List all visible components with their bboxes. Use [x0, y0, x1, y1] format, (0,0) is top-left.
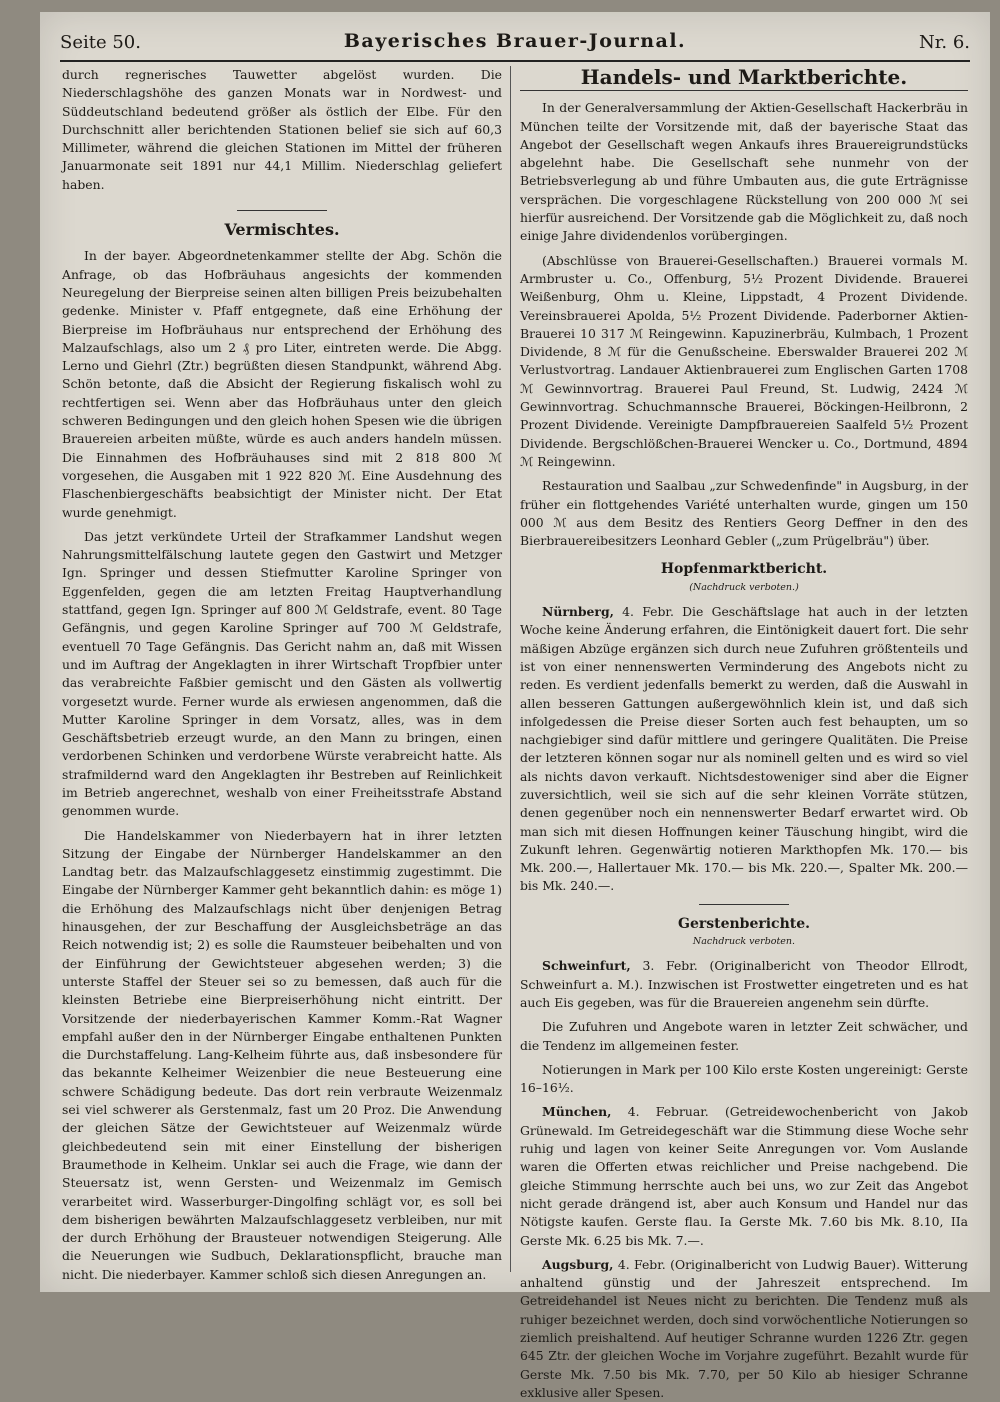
barley-report-paragraph	[520, 1256, 968, 1402]
section-title-handelsberichte: Handels- und Marktberichte.	[520, 68, 968, 91]
section-separator	[699, 904, 789, 905]
article-paragraph: Restauration und Saalbau „zur Schwedenfinde" in Augsburg, in der früher ein flottgehendes Variété unterhalten wurde, gingen um 150 000 ℳ aus dem Besitz des Rentiers Georg Deffner in den des Bierbrauereibesitzers Leonhard Gebler („zum Prügelbräu") über.	[520, 478, 968, 549]
article-paragraph: Das jetzt verkündete Urteil der Strafkammer Landshut wegen Nahrungsmittelfälschung lautete gegen den Gastwirt und Metzger Ign. Springer und dessen Stiefmutter Karoline Springer von Eggenfelden, gegen die am letzten Freitag Hauptverhandlung stattfand, gegen Ign. Springer auf 800 ℳ Geldstrafe, event. 80 Tage Gefängnis, und gegen Karoline Springer auf 700 ℳ Geldstrafe, eventuell 70 Tage Gefängnis. Das Gericht nahm an, daß mit Wissen und im Auftrag der Angeklagten in ihrer Wirtschaft Tropfbier unter das verabreichte Faßbier gemischt und den Gästen als vollwertig vorgesetzt wurde. Ferner wurde als erwiesen angenommen, daß die Mutter Karoline Springer in dem Vorsatz, alles, was in dem Geschäftsbetrieb erzeugt wurde, an den Mann zu bringen, einen verdorbenen Schinken und verdorbene Würste verabreicht hatte. Als strafmildernd ward den Angeklagten ihr Bestreben auf Reinlichkeit im Betrieb angerechnet, weshalb von einer Freiheitsstrafe Abstand genommen wurde.	[62, 528, 502, 819]
reprint-notice: (Nachdruck verboten.)	[689, 581, 799, 593]
report-text: 4. Febr. (Originalbericht von Ludwig Bauer). Witterung anhaltend günstig und der Jahreszeit entsprechend. Im Getreidehandel ist Neues nicht zu berichten. Die Tendenz muß als ruhiger bezeichnet werden, doch sind vorwöchentliche Notierungen so ziemlich preishaltend. Auf heutiger Schranne wurden 1226 Ztr. gegen 645 Ztr. der gleichen Woche im Vorjahre zugeführt. Bezahlt wurde für Gerste Mk. 7.50 bis Mk. 7.70, per 50 Kilo ab hiesiger Schranne exklusive aller Spesen.	[520, 1256, 968, 1400]
dateline-place: München,	[542, 1104, 612, 1120]
barley-report-paragraph	[520, 1103, 968, 1249]
section-title-vermischtes: Vermischtes.	[224, 220, 340, 240]
column-divider	[510, 66, 511, 1272]
report-text: 4. Febr. Die Geschäftslage hat auch in der letzten Woche keine Änderung erfahren, die Eintönigkeit dauert fort. Die sehr mäßigen Abzüge ergänzen sich durch neue Zufuhren größtenteils und ist von einer nennenswerten Verminderung des Angebots nicht zu reden. Es verdient jedenfalls bemerkt zu werden, daß die Auswahl in allen besseren Gattungen außergewöhnlich klein ist, und daß sich infolgedessen die Preise dieser Sorten auch fest behaupten, um so nachgiebiger sind dafür mittlere und geringere Qualitäten. Die Preise der letzteren können sogar nur als nominell gelten und es wird so viel als nichts davon verkauft. Nichtsdestoweniger sind aber die Eigner zuversichtlich, weil sie sich auf die sehr kleinen Vorräte stützen, denen gegenüber noch ein nennenswerter Bedarf erwartet wird. Ob man sich mit diesen Hoffnungen keiner Täuschung hingibt, wird die Zukunft lehren. Gegenwärtig notieren Markthopfen Mk. 170.— bis Mk. 200.—, Hallertauer Mk. 170.— bis Mk. 220.—, Spalter Mk. 200.— bis Mk. 240.—.	[520, 604, 968, 894]
header-rule	[60, 60, 970, 62]
barley-report-paragraph: Die Zufuhren und Angebote waren in letzter Zeit schwächer, und die Tendenz im allgemeinen fester.	[520, 1019, 968, 1053]
article-paragraph: Die Handelskammer von Niederbayern hat in ihrer letzten Sitzung der Eingabe der Nürnberger Handelskammer an den Landtag betr. das Malzaufschlaggesetz einstimmig zugestimmt. Die Eingabe der Nürnberger Kammer geht bekanntlich dahin: es möge 1) die Erhöhung des Malzaufschlags nicht über denjenigen Betrag hinausgehen, der zur Beschaffung der Ausgleichsbeträge an das Reich notwendig ist; 2) es solle die Raumsteuer beibehalten und von der Einführung der Gewichtsteuer abgesehen werden; 3) die unterste Staffel der Steuer sei so zu bemessen, daß auch für die kleinsten Betriebe eine Bierpreiserhöhung nicht eintritt. Der Vorsitzende der niederbayerischen Kammer Komm.-Rat Wagner empfahl außer den in der Nürnberger Eingabe enthaltenen Punkten die Durchstaffelung. Lang-Kelheim führte aus, daß insbesondere für das bekannte Kelheimer Weizenbier die neue Besteuerung eine schwere Schädigung bedeute. Das dort rein verbraute Weizenmalz sei viel schwerer als Gerstenmalz, fast um 20 Proz. Die Anwendung der gleichen Sätze der Gewichtsteuer auf Weizenmalz würde gleichbedeutend sein mit einer Einstellung der bisherigen Braumethode in Kelheim. Unklar sei auch die Frage, wie dann der Steuersatz ist, wenn Gersten- und Weizenmalz im Gemisch verarbeitet wird. Wasserburger-Dingolfing schlägt vor, es soll bei dem bisherigen bewährten Malzaufschlaggesetz verbleiben, nur mit der durch Erhöhung der Brausteuer notwendigen Steigerung. Alle die Neuerungen wie Sudbuch, Deklarationspflicht, brauche man nicht. Die niederbayer. Kammer schloß sich diesen Anregungen an.	[62, 827, 502, 1282]
journal-title: Bayerisches Brauer-Journal.	[343, 30, 687, 52]
hop-report-title: Hopfenmarktbericht.	[660, 561, 828, 578]
article-paragraph: In der bayer. Abgeordnetenkammer stellte der Abg. Schön die Anfrage, ob das Hofbräuhaus angesichts der kommenden Neuregelung der Bierpreise seinen alten billigen Preis beizubehalten gedenke. Minister v. Pfaff entgegnete, daß eine Erhöhung der Bierpreise im Hofbräuhaus nur entsprechend der Erhöhung des Malzaufschlags, also um 2 ₰ pro Liter, eintreten werde. Die Abgg. Lerno und Giehrl (Ztr.) begrüßten diesen Standpunkt, während Abg. Schön betonte, daß die Absicht der Regierung fiskalisch wohl zu rechtfertigen sei. Wenn aber das Hofbräuhaus unter den gleich schweren Bedingungen und den gleich hohen Spesen wie die übrigen Brauereien arbeiten müßte, würde es auch anders handeln müssen. Die Einnahmen des Hofbräuhauses sind mit 2 818 800 ℳ vorgesehen, die Ausgaben mit 1 922 820 ℳ. Eine Ausdehnung des Flaschenbiergeschäfts beabsichtigt der Minister nicht. Der Etat wurde genehmigt.	[62, 248, 502, 520]
section-separator	[237, 210, 327, 211]
report-text: 4. Februar. (Getreidewochenbericht von Jakob Grünewald. Im Getreidegeschäft war die Stimmung diese Woche sehr ruhig und lagen von keiner Seite Anregungen vor. Vom Auslande waren die Offerten etwas reichlicher und Preise nachgebend. Die gleiche Stimmung herrschte auch bei uns, wo zur Zeit das Angebot nicht gerade drängend ist, aber auch Konsum und Handel nur das Nötigste kaufen. Gerste flau. Ia Gerste Mk. 7.60 bis Mk. 8.10, IIa Gerste Mk. 6.25 bis Mk. 7.—.	[520, 1104, 968, 1248]
page-number: Seite 50.	[60, 32, 141, 53]
barley-report-paragraph	[520, 957, 968, 1012]
right-column	[520, 65, 968, 1400]
barley-report-paragraph: Notierungen in Mark per 100 Kilo erste Kosten ungereinigt: Gerste 16–16½.	[520, 1061, 968, 1096]
left-column	[62, 66, 502, 1282]
reprint-notice: Nachdruck verboten.	[692, 936, 796, 948]
dateline-place: Augsburg,	[542, 1256, 614, 1272]
newspaper-page	[40, 12, 990, 1400]
page-header	[60, 26, 970, 62]
dateline-place: Schweinfurt,	[542, 958, 631, 974]
article-paragraph: In der Generalversammlung der Aktien-Gesellschaft Hackerbräu in München teilte der Vorsitzende mit, daß der bayerische Staat das Angebot der Gesellschaft wegen Ankaufs ihres Brauereigrundstücks abgelehnt habe. Die Gesellschaft sehe nunmehr von der Betriebsverlegung ab und führe Umbauten aus, die gute Erträgnisse versprächen. Die vorgeschlagene Rückstellung von 200 000 ℳ sei hierfür ausreichend. Der Vorsitzende gab die Möglichkeit zu, daß noch einige Jahre dividendenlos vorübergingen.	[520, 100, 968, 244]
hop-report-paragraph	[520, 603, 968, 896]
dateline-place: Nürnberg,	[542, 604, 614, 620]
article-paragraph: (Abschlüsse von Brauerei-Gesellschaften.) Brauerei vormals M. Armbruster u. Co., Offenburg, 5½ Prozent Dividende. Brauerei Weißenburg, Ohm u. Kleine, Lippstadt, 4 Prozent Dividende. Vereinsbrauerei Apolda, 5½ Prozent Dividende. Paderborner Aktien-Brauerei 10 317 ℳ Reingewinn. Kapuzinerbräu, Kulmbach, 1 Prozent Dividende, 8 ℳ für die Genußscheine. Eberswalder Brauerei 202 ℳ Verlustvortrag. Landauer Aktienbrauerei zum Englischen Garten 1708 ℳ Gewinnvortrag. Brauerei Paul Freund, St. Ludwig, 2424 ℳ Gewinnvortrag. Schuchmannsche Brauerei, Böckingen-Heilbronn, 2 Prozent Dividende. Vereinigte Dampfbrauereien Saalfeld 5½ Prozent Dividende. Bergschlößchen-Brauerei Wencker u. Co., Dortmund, 4894 ℳ Reingewinn.	[520, 252, 968, 469]
barley-report-title: Gerstenberichte.	[677, 915, 810, 932]
continuation-paragraph: durch regnerisches Tauwetter abgelöst wurden. Die Niederschlagshöhe des ganzen Monats war in Nordwest- und Süddeutschland bedeutend größer als östlich der Elbe. Für den Durchschnitt aller berichtenden Stationen belief sie sich auf 60,3 Millimeter, während die gleichen Stationen im Mittel der früheren Januarmonate seit 1891 nur 44,1 Millim. Niederschlag geliefert haben.	[62, 67, 502, 192]
issue-number: Nr. 6.	[919, 32, 970, 53]
report-text: 3. Febr. (Originalbericht von Theodor Ellrodt, Schweinfurt a. M.). Inzwischen ist Frostwetter eingetreten und es hat auch Eis gegeben, was für die Brauereien angenehm sein dürfte.	[520, 958, 968, 1010]
